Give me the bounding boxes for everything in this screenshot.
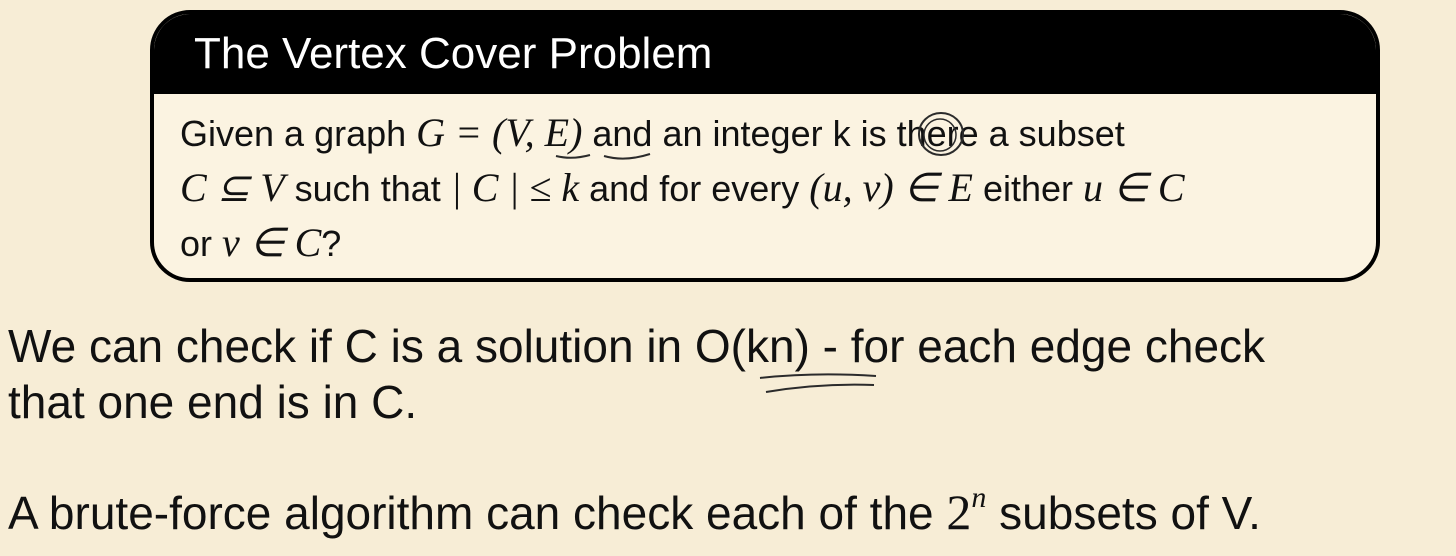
statement-text: Given a graph [180,113,417,154]
integer-k: k [832,113,851,154]
statement-text: and for every [579,168,810,209]
paragraph-text: A brute-force algorithm can check each of the [8,487,947,539]
problem-statement [180,106,1185,271]
statement-line-3 [180,216,1185,271]
size-constraint: | C | ≤ k [450,165,580,210]
problem-definition-box [150,10,1380,282]
problem-title: The Vertex Cover Problem [154,14,1376,94]
statement-text: and an integer [582,113,833,154]
statement-text: or [180,223,223,264]
membership-expression: v ∈ C [222,220,322,265]
graph-expression: G = (V, E) [416,110,583,155]
statement-text: either [972,168,1083,209]
statement-line-2 [180,161,1185,216]
paragraph-text: subsets of V. [986,487,1261,539]
statement-text: such that [284,168,451,209]
exponent: n [971,481,987,514]
brute-force-paragraph [8,470,1261,541]
subset-expression: C ⊆ V [180,165,285,210]
membership-expression: u ∈ C [1083,165,1185,210]
statement-line-1 [180,106,1185,161]
exponent-base: 2 [946,484,972,540]
two-to-the-n [946,481,987,540]
verification-paragraph [8,318,1265,430]
paragraph-line: We can check if C is a solution in O(kn) - for each edge check [8,320,1266,372]
statement-text: ? [321,223,342,264]
edge-expression: (u, v) ∈ E [809,165,973,210]
statement-text: is there a subset [850,113,1125,154]
paragraph-line: that one end is in C. [8,376,418,428]
